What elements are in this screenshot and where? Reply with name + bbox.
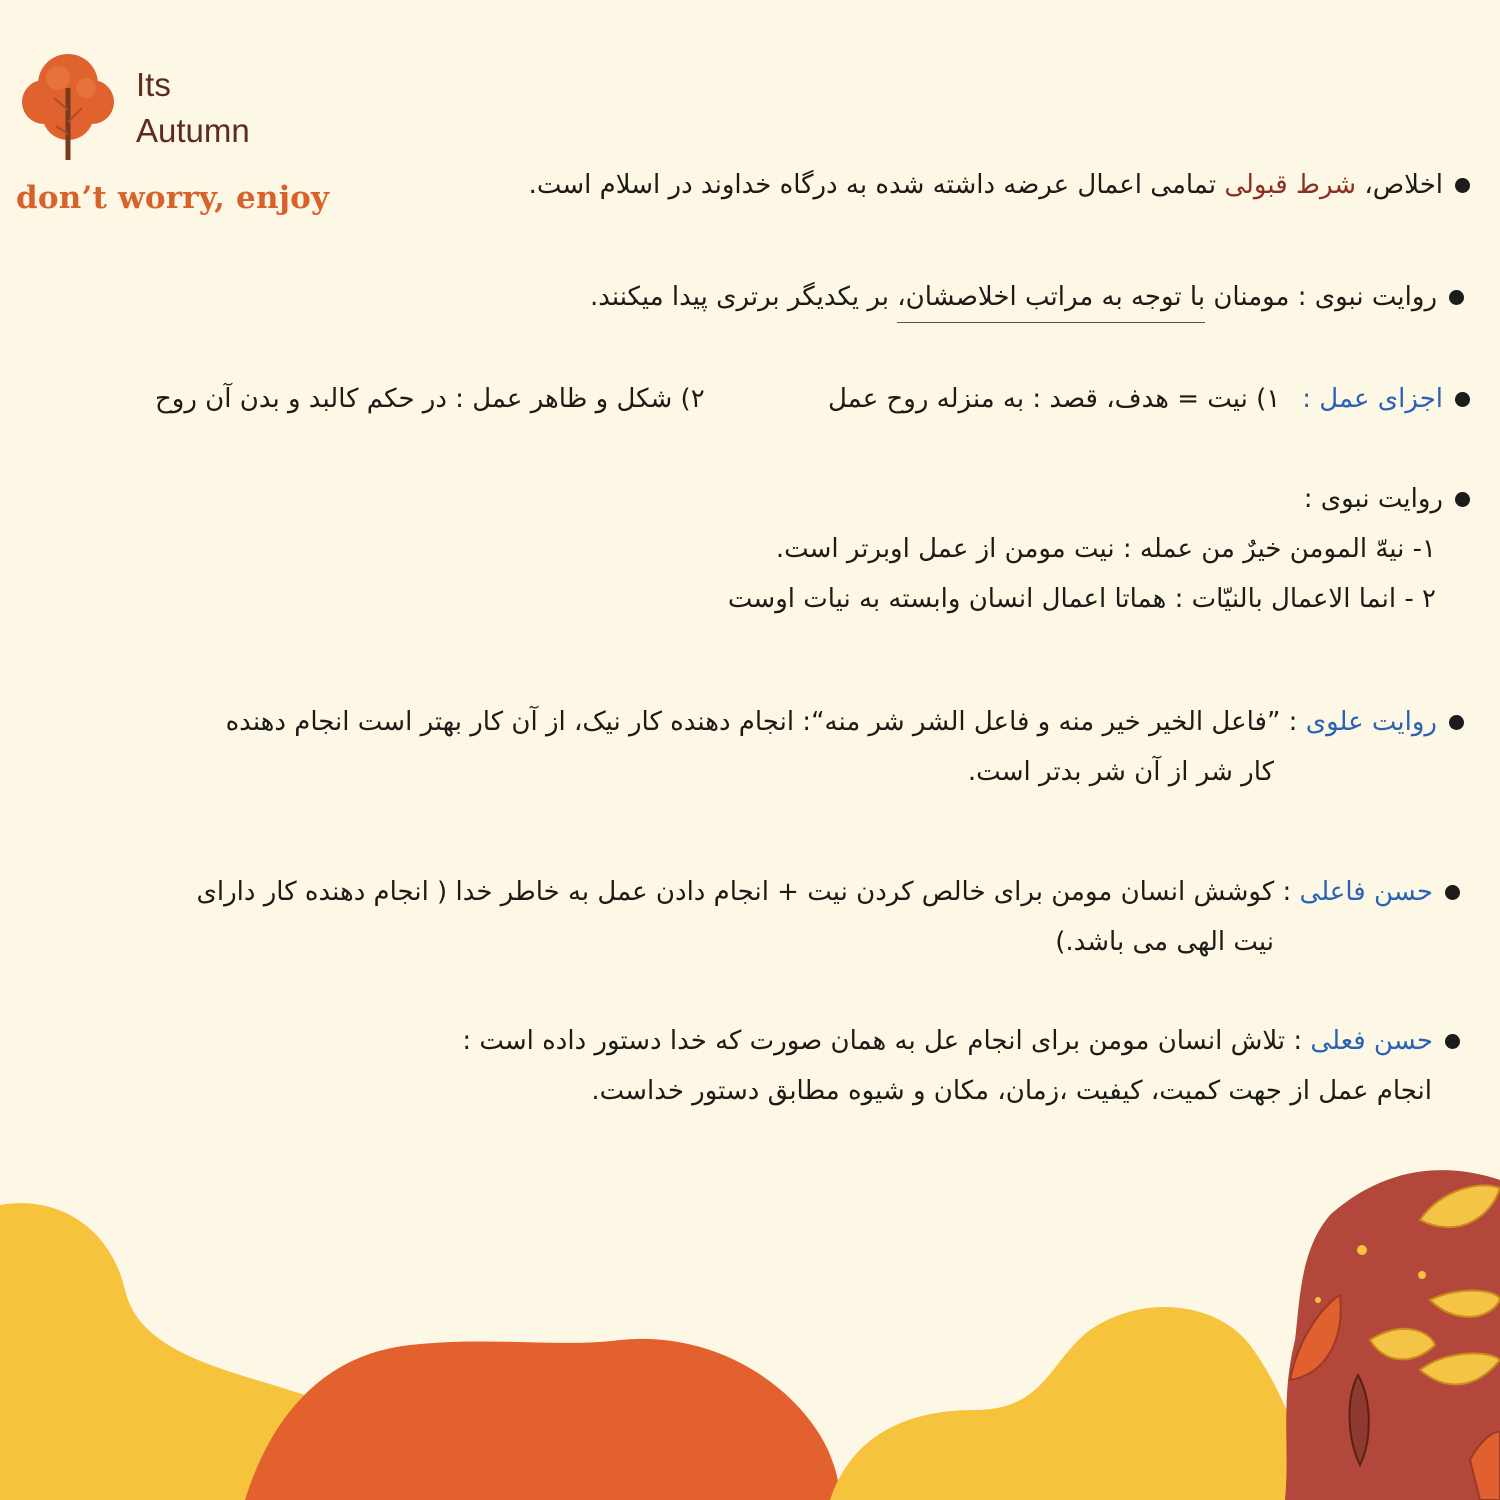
leaf-icon (1370, 1185, 1500, 1384)
bullet-icon (1455, 178, 1470, 193)
yellow-blob-right (830, 1307, 1320, 1500)
tagline: don’t worry, enjoy (16, 180, 330, 216)
orange-blob (245, 1339, 839, 1500)
bullet-revayat-nabavi-1: روایت نبوی : مومنان با توجه به مراتب اخلاصشان، بر یکدیگر برتری پیدا میکنند. (590, 272, 1464, 322)
part2-shekl: ۲) شکل و ظاهر عمل : در حکم کالبد و بدن آن روح (155, 384, 705, 414)
highlight-shart-qabuli: شرط قبولی (1224, 170, 1357, 200)
brand-line1: Its (136, 66, 171, 103)
label-hosn-feli: حسن فعلی (1310, 1026, 1433, 1056)
bullet-icon (1445, 1034, 1460, 1049)
faeli-line-2: نیت الهی می باشد.) (1055, 927, 1274, 957)
label-revayat-alavi: روایت علوی (1305, 707, 1437, 737)
part1-niyat: ۱) نیت = هدف، قصد : به منزله روح عمل (827, 384, 1281, 414)
label-hosn-faeli: حسن فاعلی (1299, 877, 1433, 907)
bullet-hosn-faeli: حسن فاعلی : کوشش انسان مومن برای خالص کردن نیت + انجام دادن عمل به خاطر خدا ( انجام دهنده کار دارای نیت الهی می باشد.) (197, 867, 1460, 967)
label-ajzaye-amal: اجزای عمل : (1302, 384, 1443, 414)
alavi-line-2: کار شر از آن شر بدتر است. (967, 757, 1274, 787)
yellow-blob-left (0, 1203, 334, 1500)
bullet-ikhlas: اخلاص، شرط قبولی تمامی اعمال عرضه داشته شده به درگاه خداوند در اسلام است. (529, 160, 1470, 210)
brand-title (136, 62, 250, 154)
brand-line2: Autumn (136, 112, 250, 149)
title-revayat-nabavi: روایت نبوی : (1303, 484, 1443, 514)
bullet-icon (1455, 492, 1470, 507)
bullet-ajzaye-amal (828, 374, 1470, 424)
bullet-icon (1449, 715, 1464, 730)
feli-line-2: انجام عمل از جهت کمیت، کیفیت ،زمان، مکان و شیوه مطابق دستور خداست. (591, 1076, 1432, 1106)
leaf-icon (1290, 1295, 1500, 1500)
tree-logo-icon (20, 48, 116, 164)
bullet-icon (1455, 392, 1470, 407)
hadith-line-2: ۲ - انما الاعمال بالنیّات : هماتا اعمال انسان وابسته به نیات اوست (727, 584, 1436, 614)
leaf-icon (1350, 1375, 1369, 1465)
hadith-line-1: ۱- نیهّ المومن خیرٌ من عمله : نیت مومن از عمل اوبرتر است. (775, 534, 1436, 564)
bullet-hosn-feli: حسن فعلی : تلاش انسان مومن برای انجام عل به همان صورت که خدا دستور داده است : انجام عمل از جهت کمیت، کیفیت ،زمان، مکان و شیوه مطابق دستور خداست. (462, 1016, 1460, 1116)
red-blob (1285, 1170, 1500, 1500)
bullet-icon (1449, 290, 1464, 305)
underlined-phrase: با توجه به مراتب اخلاصشان، (897, 282, 1205, 323)
bullet-revayat-alavi: روایت علوی : ”فاعل الخیر خیر منه و فاعل الشر شر منه“: انجام دهنده کار نیک، از آن کار بهتر است انجام دهنده کار شر از آن شر بدتر است. (226, 697, 1464, 797)
bullet-revayat-nabavi-2 (728, 474, 1470, 624)
bullet-icon (1445, 885, 1460, 900)
